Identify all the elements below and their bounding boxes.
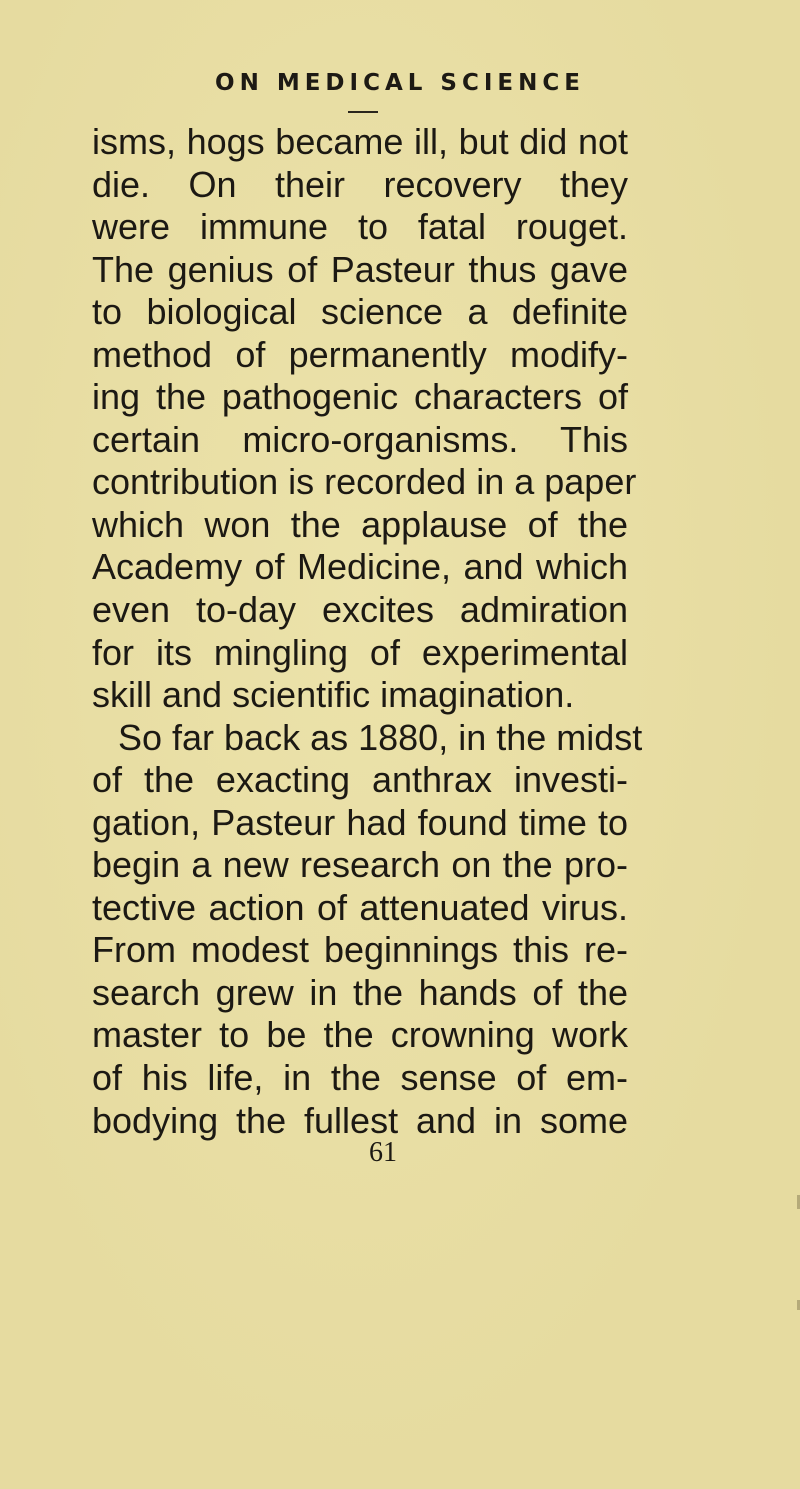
text-line: tective action of attenuated virus.	[92, 886, 628, 928]
text-line: method of permanently modify-	[92, 333, 628, 375]
text-line: even to-day excites admiration	[92, 589, 628, 631]
text-line: contribution is recorded in a paper	[92, 461, 637, 503]
text-line: search grew in the hands of the	[92, 971, 628, 1013]
text-line: begin a new research on the pro-	[92, 844, 628, 886]
text-line: Academy of Medicine, and which	[92, 546, 628, 588]
page-number: 61	[369, 1137, 397, 1168]
text-line: master to be the crowning work	[92, 1014, 628, 1056]
text-line: die. On their recovery they	[92, 163, 628, 205]
text-line: The genius of Pasteur thus gave	[92, 248, 628, 290]
text-line: ing the pathogenic characters of	[92, 376, 628, 418]
body-text	[92, 121, 643, 1142]
text-line: So far back as 1880, in the midst	[118, 716, 643, 758]
text-line: of the exacting anthrax investi-	[92, 759, 628, 801]
text-line: From modest beginnings this re-	[92, 929, 628, 971]
text-line: for its mingling of experimental	[92, 631, 628, 673]
text-line: gation, Pasteur had found time to	[92, 801, 628, 843]
text-line: skill and scientific imagination.	[92, 674, 575, 716]
text-line: to biological science a definite	[92, 291, 628, 333]
text-line: which won the applause of the	[92, 503, 628, 545]
text-line: isms, hogs became ill, but did not	[92, 121, 628, 162]
text-line: of his life, in the sense of em-	[92, 1057, 628, 1099]
running-head: ON MEDICAL SCIENCE	[215, 70, 585, 96]
text-line: certain micro-organisms. This	[92, 418, 628, 460]
text-line: bodying the fullest and in some	[92, 1099, 628, 1141]
text-line: were immune to fatal rouget.	[92, 206, 628, 248]
head-rule	[348, 111, 378, 113]
